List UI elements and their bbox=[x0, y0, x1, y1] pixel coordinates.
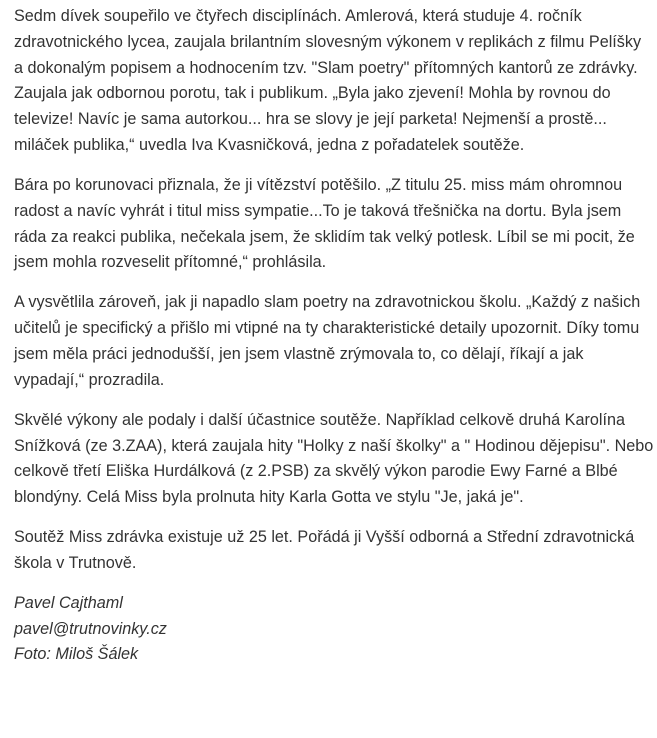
author-email: pavel@trutnovinky.cz bbox=[14, 619, 167, 638]
author-name: Pavel Cajthaml bbox=[14, 593, 123, 612]
article-paragraph-1: Sedm dívek soupeřilo ve čtyřech disciplínách. Amlerová, která studuje 4. ročník zdravotnického lycea, zaujala brilantním slovesným výkonem v replikách z filmu Pelíšky a dokonalým popisem a hodnocením tzv. "Slam poetry" přítomných kantorů ze zdrávky. Zaujala jak odbornou porotu, tak i publikum. „Byla jako zjevení! Mohla by rovnou do televize! Navíc je sama autorkou... hra se slovy je její parketa! Nejmenší a prostě... miláček publika,“ uvedla Iva Kvasničková, jedna z pořadatelek soutěže. bbox=[14, 7, 642, 154]
article-paragraph-4: Skvělé výkony ale podaly i další účastnice soutěže. Například celkově druhá Karolína Snížková (ze 3.ZAA), která zaujala hity "Holky z naší školky" a " Hodinou dějepisu". Nebo celkově třetí Eliška Hurdálková (z 2.PSB) za skvělý výkon parodie Ewy Farné a Blbé blondýny. Celá Miss byla prolnuta hity Karla Gotta ve stylu "Je, jaká je". bbox=[14, 410, 654, 507]
article-paragraph-5: Soutěž Miss zdrávka existuje už 25 let. Pořádá ji Vyšší odborná a Střední zdravotnická škola v Trutnově. bbox=[14, 528, 635, 572]
article-paragraph-3: A vysvětlila zároveň, jak ji napadlo slam poetry na zdravotnickou školu. „Každý z našich učitelů je specifický a přišlo mi vtipné na ty charakteristické detaily upozornit. Díky tomu jsem měla práci jednodušší, jen jsem vlastně zrýmovala to, co dělají, říkají a jak vypadají,“ prozradila. bbox=[14, 293, 641, 389]
article-signature bbox=[14, 591, 654, 668]
photo-credit: Foto: Miloš Šálek bbox=[14, 645, 139, 664]
article-body bbox=[14, 4, 654, 668]
article-paragraph-2: Bára po korunovaci přiznala, že ji vítězství potěšilo. „Z titulu 25. miss mám ohromnou radost a navíc vyhrát i titul miss sympatie...To je taková třešnička na dortu. Byla jsem ráda za reakci publika, nečekala jsem, že sklidím tak velký potlesk. Líbil se mi pocit, že jsem mohla rozveselit přítomné,“ prohlásila. bbox=[14, 175, 635, 272]
